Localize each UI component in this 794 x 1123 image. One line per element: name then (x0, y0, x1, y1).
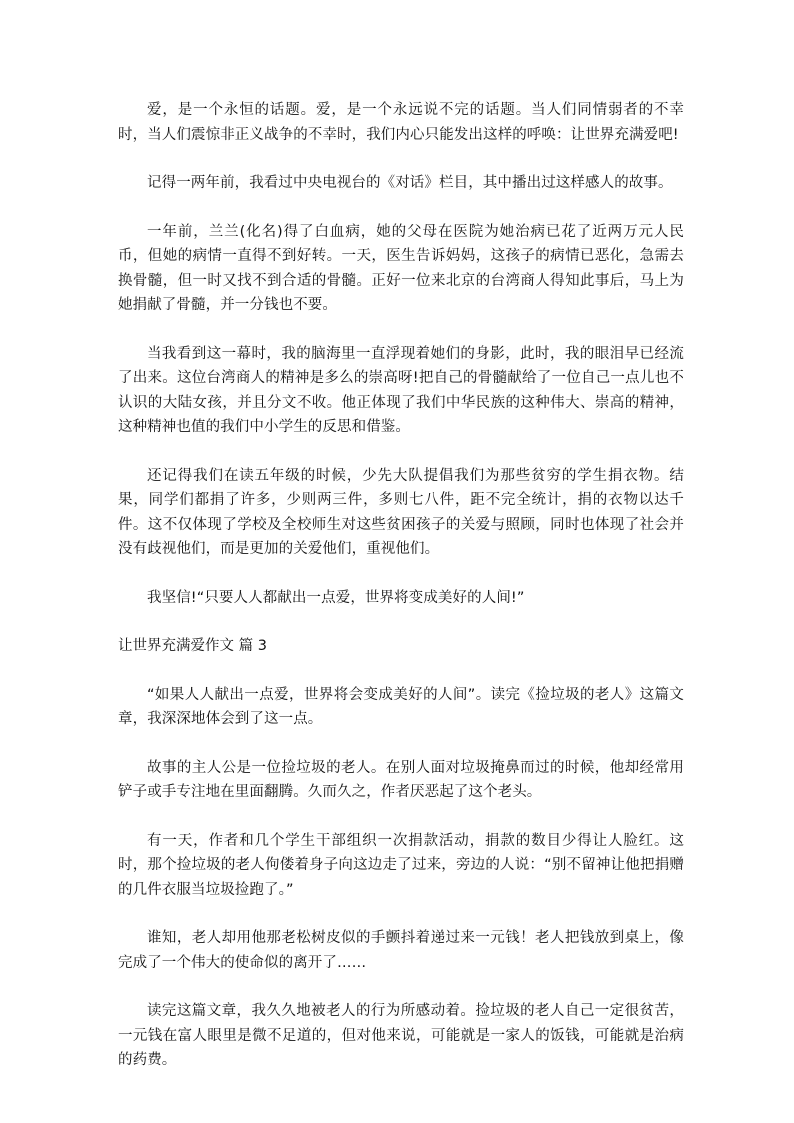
paragraph-gap (118, 732, 684, 756)
paragraph-gap (118, 805, 684, 829)
paragraph: “如果人人献出一点爱，世界将会变成美好的人间”。读完《捡垃圾的老人》这篇文章，我深深地体会到了这一点。 (118, 686, 684, 727)
paragraph: 谁知，老人却用他那老松树皮似的手颤抖着递过来一元钱！老人把钱放到桌上，像完成了一个伟大的使命似的离开了…… (118, 930, 684, 971)
paragraph-gap (118, 562, 684, 586)
paragraph: 当我看到这一幕时，我的脑海里一直浮现着她们的身影，此时，我的眼泪早已经流了出来。这位台湾商人的精神是多么的崇高呀!把自己的骨髓献给了一位自己一点儿也不认识的大陆女孩，并且分文不收。他正体现了我们中华民族的这种伟大、崇高的精神，这种精神也值的我们中小学生的反思和借鉴。 (118, 345, 684, 435)
paragraph-gap (118, 659, 684, 683)
paragraph: 我坚信!“只要人人都献出一点爱，世界将变成美好的人间!” (147, 589, 525, 606)
paragraph: 爱，是一个永恒的话题。爱，是一个永远说不完的话题。当人们同情弱者的不幸时，当人们震惊非正义战争的不幸时，我们内心只能发出这样的呼唤：让世界充满爱吧! (118, 102, 684, 143)
paragraph-gap (118, 440, 684, 464)
document-page (118, 98, 684, 1073)
paragraph: 还记得我们在读五年级的时候，少先大队提倡我们为那些贫穷的学生捐衣物。结果，同学们都捐了许多，少则两三件，多则七八件，距不完全统计，捐的衣物以达千件。这不仅体现了学校及全校师生对这些贫困孩子的关爱与照顾，同时也体现了社会并没有歧视他们，而是更加的关爱他们，重视他们。 (118, 467, 684, 557)
paragraph: 一年前，兰兰(化名)得了白血病，她的父母在医院为她治病已花了近两万元人民币，但她的病情一直得不到好转。一天，医生告诉妈妈，这孩子的病情已恶化，急需去换骨髓，但一时又找不到合适的骨髓。正好一位来北京的台湾商人得知此事后，马上为她捐献了骨髓，并一分钱也不要。 (118, 223, 684, 313)
paragraph: 记得一两年前，我看过中央电视台的《对话》栏目，其中播出过这样感人的故事。 (147, 175, 673, 191)
paragraph-gap (118, 975, 684, 999)
paragraph-gap (118, 318, 684, 342)
paragraph-gap (118, 196, 684, 220)
paragraph-gap (118, 610, 684, 634)
paragraph-gap (118, 902, 684, 926)
section-heading: 让世界充满爱作文 篇 3 (118, 638, 267, 654)
paragraph: 读完这篇文章，我久久地被老人的行为所感动着。捡垃圾的老人自己一定很贫苦，一元钱在富人眼里是微不足道的，但对他来说，可能就是一家人的饭钱，可能就是治病的药费。 (118, 1003, 684, 1068)
paragraph: 有一天，作者和几个学生干部组织一次捐款活动，捐款的数目少得让人脸红。这时，那个捡垃圾的老人佝偻着身子向这边走了过来，旁边的人说：“别不留神让他把捐赠的几件衣服当垃圾捡跑了。” (118, 832, 684, 898)
paragraph: 故事的主人公是一位捡垃圾的老人。在别人面对垃圾掩鼻而过的时候，他却经常用铲子或手专注地在里面翻腾。久而久之，作者厌恶起了这个老头。 (118, 759, 684, 800)
paragraph-gap (118, 147, 684, 171)
